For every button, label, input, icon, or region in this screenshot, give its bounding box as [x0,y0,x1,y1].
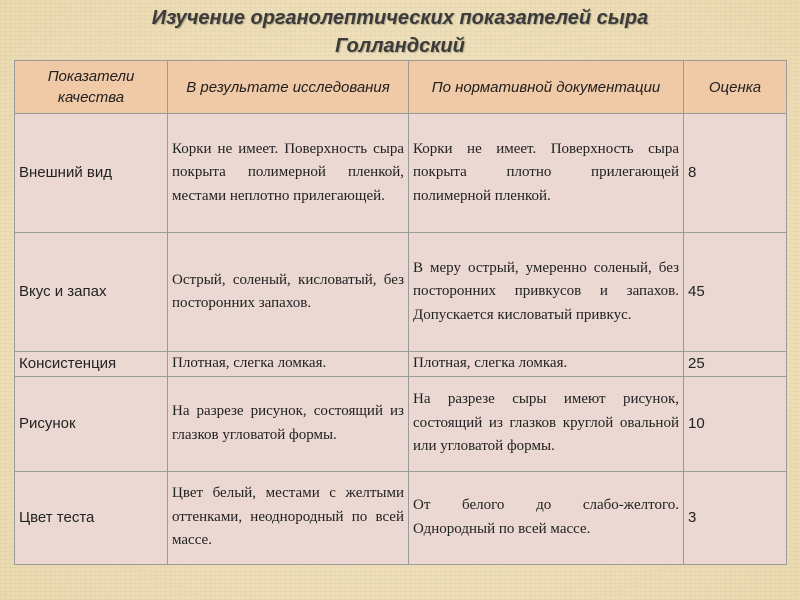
row-score: 25 [684,352,787,377]
row-result: Острый, соленый, кисловатый, без посторонних запахов. [168,233,409,352]
row-norm: На разрезе сыры имеют рисунок, состоящий из глазков круглой овальной или угловатой формы. [409,376,684,471]
organoleptic-table [14,60,787,565]
row-score: 8 [684,114,787,233]
row-param: Консистенция [15,352,168,377]
table-row [15,376,787,471]
header-research-result: В результате исследования [168,61,409,114]
row-norm: От белого до слабо-желтого. Однородный по всей массе. [409,471,684,564]
slide-title-line-1: Изучение органолептических показателей сыра [151,7,649,29]
row-result: Плотная, слегка ломкая. [168,352,409,377]
row-result: Корки не имеет. Поверхность сыра покрыта полимерной пленкой, местами неплотно прилегающей. [168,114,409,233]
header-quality-indicators: Показатели качества [15,61,168,114]
row-param: Рисунок [15,376,168,471]
row-norm: Плотная, слегка ломкая. [409,352,684,377]
row-score: 3 [684,471,787,564]
row-result: На разрезе рисунок, состоящий из глазков угловатой формы. [168,376,409,471]
table-row [15,233,787,352]
row-norm: В меру острый, умеренно соленый, без посторонних привкусов и запахов. Допускается кисловатый привкус. [409,233,684,352]
row-result: Цвет белый, местами с желтыми оттенками, неоднородный по всей массе. [168,471,409,564]
table-row [15,114,787,233]
slide-title-line-2: Голландский [335,35,465,57]
slide-title [0,4,800,60]
table-row [15,471,787,564]
row-score: 10 [684,376,787,471]
row-param: Вкус и запах [15,233,168,352]
row-score: 45 [684,233,787,352]
header-score: Оценка [684,61,787,114]
table-header-row [15,61,787,114]
row-param: Внешний вид [15,114,168,233]
header-normative-docs: По нормативной документации [409,61,684,114]
table-row [15,352,787,377]
row-norm: Корки не имеет. Поверхность сыра покрыта плотно прилегающей полимерной пленкой. [409,114,684,233]
row-param: Цвет теста [15,471,168,564]
